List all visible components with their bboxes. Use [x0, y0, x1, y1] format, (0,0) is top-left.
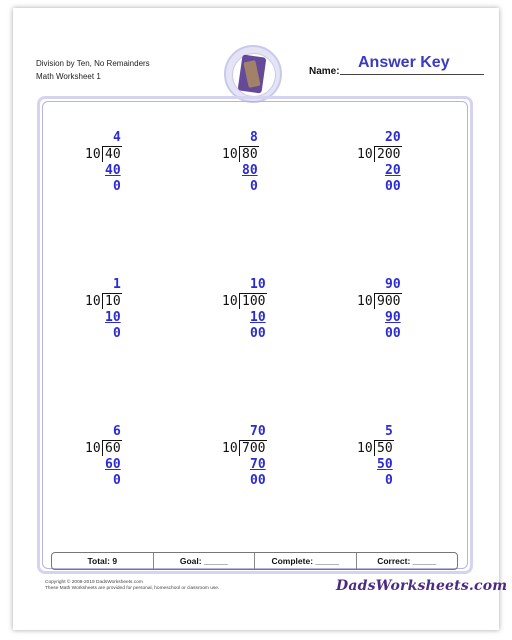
- division-bracket: [374, 294, 375, 309]
- dividend: 10: [105, 294, 121, 309]
- remainder: 0: [250, 179, 258, 194]
- quotient: 70: [250, 424, 266, 439]
- remainder: 00: [385, 326, 401, 341]
- division-bracket: [374, 147, 375, 162]
- dividend: 700: [242, 441, 266, 456]
- division-bracket: [239, 147, 240, 162]
- divisor: 10: [357, 147, 373, 162]
- quotient: 90: [385, 277, 401, 292]
- division-problem: [85, 424, 205, 494]
- remainder: 0: [113, 473, 121, 488]
- subtraction-value: 80: [242, 163, 258, 178]
- name-line: [340, 74, 484, 75]
- dividend: 80: [242, 147, 258, 162]
- divisor: 10: [85, 441, 101, 456]
- quotient: 4: [113, 130, 121, 145]
- division-problem: [222, 424, 342, 494]
- divisor: 10: [357, 294, 373, 309]
- answer-key-label: Answer Key: [358, 54, 450, 71]
- name-label: Name:: [309, 66, 340, 77]
- complete-field: Complete: _____: [255, 553, 357, 569]
- subtraction-value: 60: [105, 457, 121, 472]
- remainder: 00: [385, 179, 401, 194]
- division-problem: [222, 130, 342, 200]
- division-bracket: [102, 147, 103, 162]
- divisor: 10: [222, 441, 238, 456]
- dividend: 200: [377, 147, 401, 162]
- division-problem: [222, 277, 342, 347]
- divisor: 10: [85, 294, 101, 309]
- score-box: [51, 552, 458, 570]
- brand-logo: DadsWorksheets.com: [336, 578, 508, 594]
- quotient: 5: [385, 424, 393, 439]
- dividend: 50: [377, 441, 393, 456]
- quotient: 1: [113, 277, 121, 292]
- dividend: 100: [242, 294, 266, 309]
- division-problem: [85, 130, 205, 200]
- division-bracket: [102, 294, 103, 309]
- subtraction-value: 10: [105, 310, 121, 325]
- subtraction-value: 90: [385, 310, 401, 325]
- title-line-2: Math Worksheet 1: [36, 72, 101, 81]
- copyright-line-1: Copyright © 2008-2019 DadsWorksheets.com: [45, 580, 143, 585]
- subtraction-value: 20: [385, 163, 401, 178]
- worksheet-title: [36, 57, 150, 83]
- title-line-1: Division by Ten, No Remainders: [36, 59, 150, 68]
- remainder: 0: [385, 473, 393, 488]
- remainder: 0: [113, 179, 121, 194]
- divisor: 10: [222, 147, 238, 162]
- total-count: Total: 9: [52, 553, 154, 569]
- division-bracket: [102, 441, 103, 456]
- goal-field: Goal: _____: [154, 553, 256, 569]
- remainder: 00: [250, 326, 266, 341]
- dividend: 60: [105, 441, 121, 456]
- quotient: 6: [113, 424, 121, 439]
- quotient: 20: [385, 130, 401, 145]
- dividend: 40: [105, 147, 121, 162]
- division-bracket: [239, 441, 240, 456]
- remainder: 0: [113, 326, 121, 341]
- dividend: 900: [377, 294, 401, 309]
- quotient: 8: [250, 130, 258, 145]
- divisor: 10: [357, 441, 373, 456]
- copyright-line-2: These Math Worksheets are provided for personal, homeschool or classroom use.: [45, 586, 220, 591]
- division-bracket: [239, 294, 240, 309]
- divisor: 10: [85, 147, 101, 162]
- worksheet-logo: [224, 45, 282, 103]
- subtraction-value: 70: [250, 457, 266, 472]
- divisor: 10: [222, 294, 238, 309]
- correct-field: Correct: _____: [377, 556, 437, 566]
- subtraction-value: 40: [105, 163, 121, 178]
- remainder: 00: [250, 473, 266, 488]
- subtraction-value: 10: [250, 310, 266, 325]
- subtraction-value: 50: [377, 457, 393, 472]
- quotient: 10: [250, 277, 266, 292]
- copyright: [45, 580, 219, 592]
- division-problem: [85, 277, 205, 347]
- division-problem: [357, 277, 477, 347]
- division-bracket: [374, 441, 375, 456]
- division-problem: [357, 130, 477, 200]
- division-problem: [357, 424, 477, 494]
